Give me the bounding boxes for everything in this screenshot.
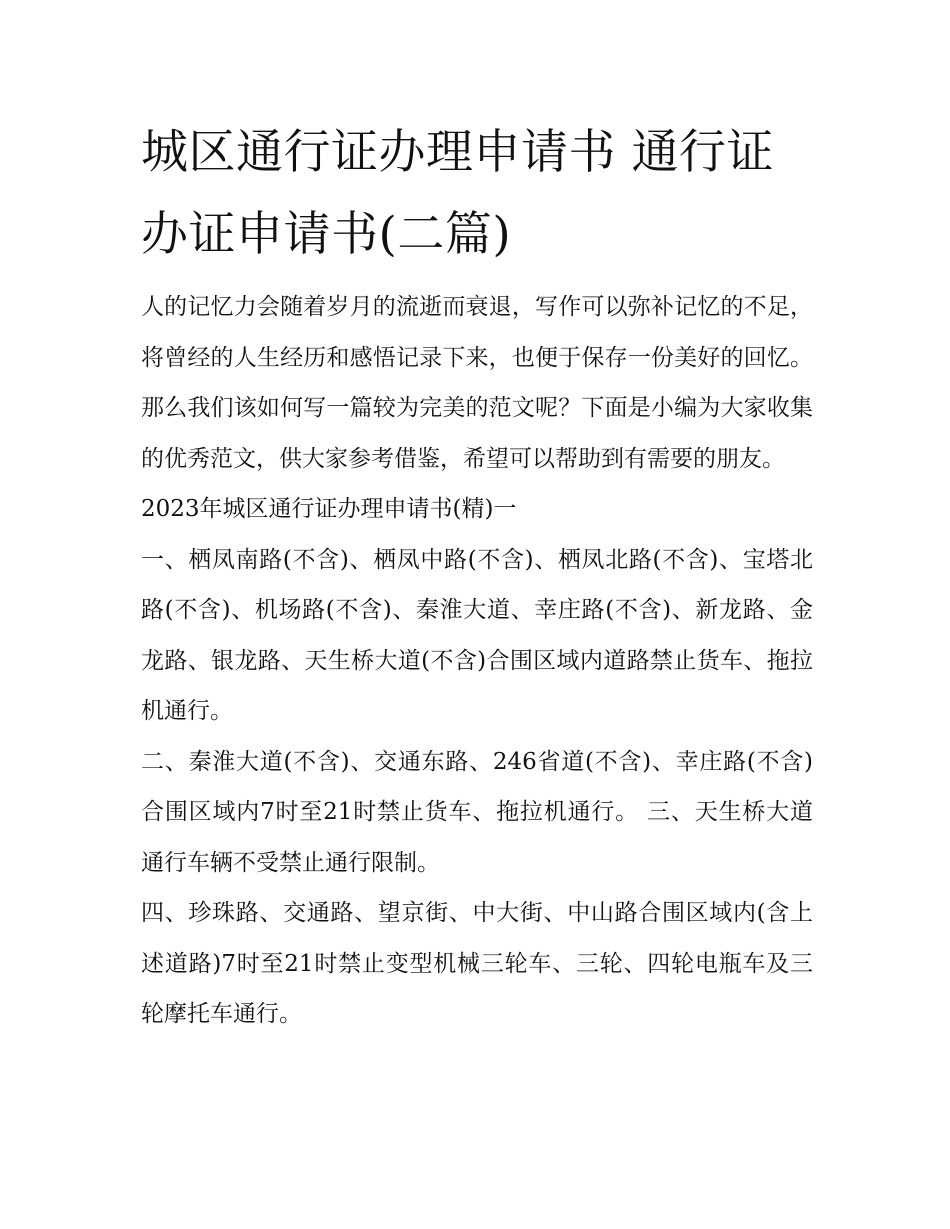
intro-paragraph: 人的记忆力会随着岁月的流逝而衰退，写作可以弥补记忆的不足，将曾经的人生经历和感悟记录下来，也便于保存一份美好的回忆。那么我们该如何写一篇较为完美的范文呢？下面是小编为大家收集的优秀范文，供大家参考借鉴，希望可以帮助到有需要的朋友。: [141, 294, 813, 472]
rule-paragraph-1: 一、栖凤南路(不含)、栖凤中路(不含)、栖凤北路(不含)、宝塔北路(不含)、机场路(不含)、秦淮大道、幸庄路(不含)、新龙路、金龙路、银龙路、天生桥大道(不含)合围区域内道路禁止货车、拖拉机通行。: [141, 546, 813, 724]
section-heading: 2023年城区通行证办理申请书(精)一: [141, 496, 517, 522]
rule-paragraph-4: 四、珍珠路、交通路、望京街、中大街、中山路合围区域内(含上述道路)7时至21时禁止变型机械三轮车、三轮、四轮电瓶车及三轮摩托车通行。: [141, 900, 813, 1027]
document-title: 城区通行证办理申请书 通行证办证申请书(二篇): [141, 125, 774, 262]
document-page: [141, 112, 813, 1040]
rule-paragraph-2: 二、秦淮大道(不含)、交通东路、246省道(不含)、幸庄路(不含)合围区域内7时至21时禁止货车、拖拉机通行。 三、天生桥大道通行车辆不受禁止通行限制。: [141, 748, 813, 876]
